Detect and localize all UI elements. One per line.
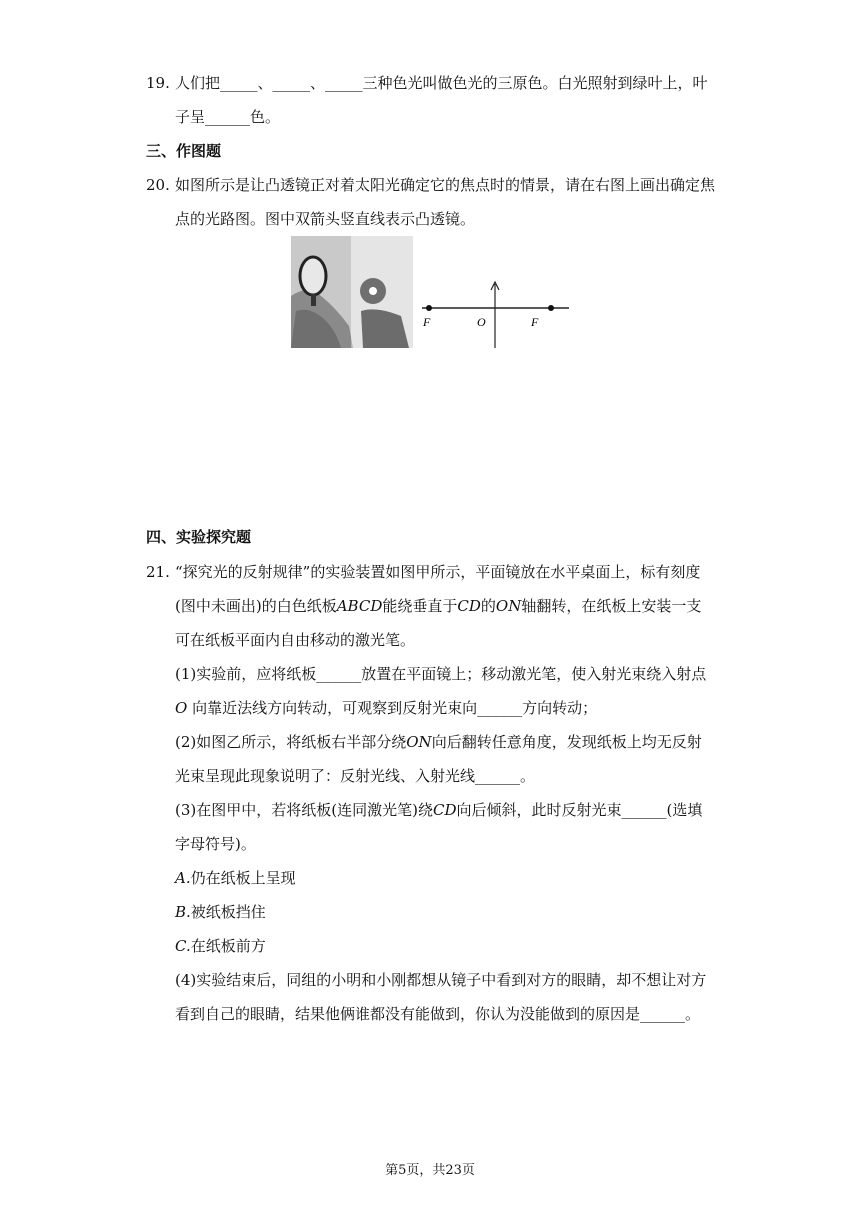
part-2-line-2: 光束呈现此现象说明了：反射光线、入射光线______。 (175, 767, 536, 785)
label-f-right: F (531, 315, 539, 329)
part-2-line-1: (2)如图乙所示，将纸板右半部分绕ON向后翻转任意角度，发现纸板上均无反射 (175, 733, 702, 751)
part-1-line-1: (1)实验前，应将纸板______放置在平面镜上；移动激光笔，使入射光束绕入射点 (175, 665, 707, 683)
part-4-line-1: (4)实验结束后，同组的小明和小刚都想从镜子中看到对方的眼睛，却不想让对方 (175, 971, 707, 989)
focus-point-left (426, 305, 432, 311)
focus-point-right (548, 305, 554, 311)
question-19-line-2: 子呈______色。 (175, 108, 281, 126)
convex-lens-diagram (417, 236, 575, 348)
option-a: A.仍在纸板上呈现 (175, 869, 296, 887)
question-21-number: 21. (146, 563, 170, 581)
question-20-figure (291, 236, 575, 348)
option-c: C.在纸板前方 (175, 937, 266, 955)
question-20-line-2: 点的光路图。图中双箭头竖直线表示凸透镜。 (175, 210, 476, 228)
question-21-line-2: (图中未画出)的白色纸板ABCD能绕垂直于CD的ON轴翻转，在纸板上安装一支 (175, 597, 702, 615)
label-o: O (477, 315, 486, 329)
section-3-heading: 三、作图题 (146, 142, 222, 160)
option-b: B.被纸板挡住 (175, 903, 266, 921)
part-4-line-2: 看到自己的眼睛，结果他俩谁都没有能做到，你认为没能做到的原因是______。 (175, 1005, 701, 1023)
page-footer: 第5页，共23页 (385, 1163, 475, 1178)
question-19-line-1: 人们把_____、_____、_____三种色光叫做色光的三原色。白光照射到绿叶上，叶 (175, 74, 708, 92)
question-20-number: 20. (146, 176, 170, 194)
question-21-line-1: “探究光的反射规律”的实验装置如图甲所示，平面镜放在水平桌面上，标有刻度 (175, 563, 701, 581)
part-3-line-1: (3)在图甲中，若将纸板(连同激光笔)绕CD向后倾斜，此时反射光束______(选填 (175, 801, 703, 819)
question-21-line-3: 可在纸板平面内自由移动的激光笔。 (175, 631, 416, 649)
label-f-left: F (423, 315, 431, 329)
section-4-heading: 四、实验探究题 (146, 528, 252, 546)
question-19-number: 19. (146, 74, 170, 92)
part-3-line-2: 字母符号)。 (175, 835, 256, 853)
magnifier-sun-photo-icon (291, 236, 413, 348)
question-20-line-1: 如图所示是让凸透镜正对着太阳光确定它的焦点时的情景，请在右图上画出确定焦 (175, 176, 716, 194)
part-1-line-2: O 向靠近法线方向转动，可观察到反射光束向______方向转动； (175, 699, 598, 717)
